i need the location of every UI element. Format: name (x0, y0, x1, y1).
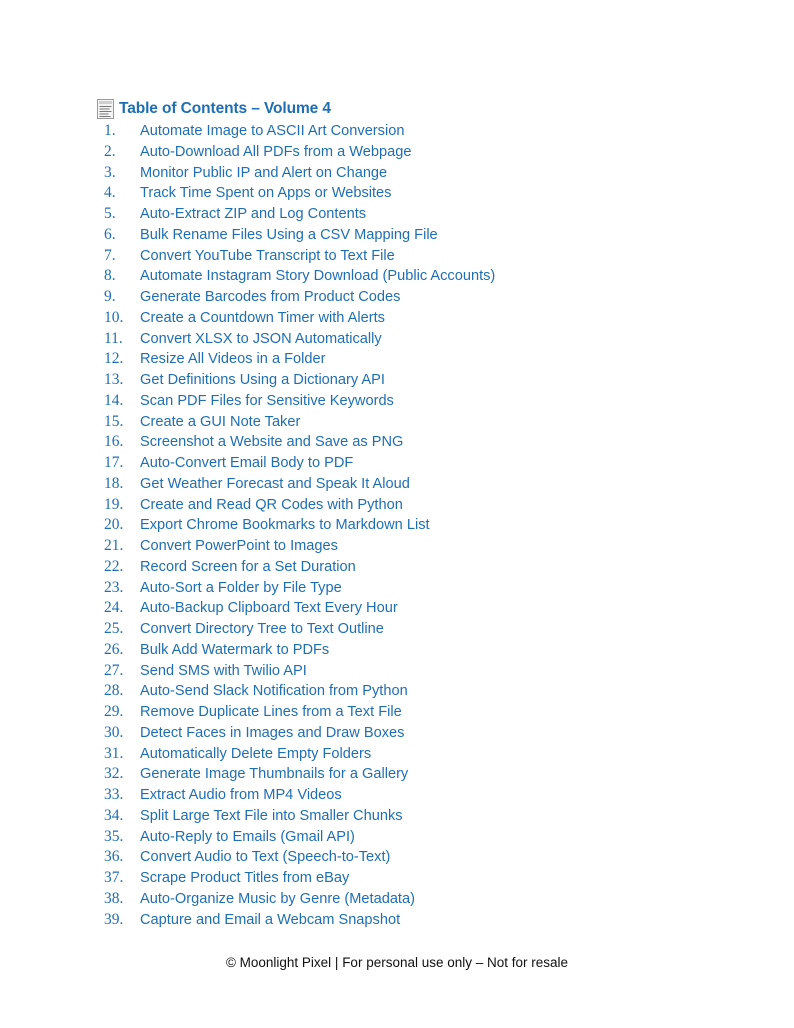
toc-item-number: 37. (104, 869, 124, 886)
toc-item[interactable] (104, 474, 495, 495)
toc-item[interactable] (104, 910, 495, 931)
toc-item-link[interactable]: Generate Barcodes from Product Codes (140, 289, 401, 305)
toc-item-link[interactable]: Get Definitions Using a Dictionary API (140, 372, 385, 388)
toc-item[interactable] (104, 432, 495, 453)
toc-item[interactable] (104, 391, 495, 412)
toc-item-number: 27. (104, 661, 124, 679)
toc-item-link[interactable]: Split Large Text File into Smaller Chunks (140, 807, 403, 824)
toc-item-link[interactable]: Convert XLSX to JSON Automatically (140, 330, 382, 347)
toc-item-number: 9. (104, 288, 116, 305)
toc-item-number: 36. (104, 848, 124, 866)
toc-item-number: 8. (104, 267, 116, 285)
toc-item[interactable] (104, 370, 495, 391)
toc-item-number: 14. (104, 391, 124, 409)
toc-item-link[interactable]: Convert PowerPoint to Images (140, 538, 338, 554)
toc-item-number: 5. (104, 205, 116, 222)
toc-item-link[interactable]: Auto-Extract ZIP and Log Contents (140, 206, 367, 222)
toc-item-link[interactable]: Auto-Reply to Emails (Gmail API) (140, 828, 355, 845)
toc-item-link[interactable]: Track Time Spent on Apps or Websites (140, 185, 392, 202)
toc-item-number: 2. (104, 142, 116, 160)
toc-item-number: 15. (104, 412, 124, 430)
toc-item[interactable] (104, 225, 495, 246)
page-title: Table of Contents – Volume 4 (119, 100, 331, 117)
toc-item-number: 30. (104, 723, 124, 741)
toc-item-number: 26. (104, 640, 124, 658)
toc-item-number: 10. (104, 308, 124, 326)
toc-item[interactable] (104, 163, 495, 184)
toc-item-number: 17. (104, 454, 124, 471)
toc-item-number: 39. (104, 910, 124, 928)
toc-item-number: 24. (104, 599, 124, 617)
toc-item-link[interactable]: Send SMS with Twilio API (140, 662, 307, 679)
toc-item-link[interactable]: Resize All Videos in a Folder (140, 351, 326, 368)
toc-item[interactable] (104, 266, 495, 287)
toc-item-link[interactable]: Scrape Product Titles from eBay (140, 870, 350, 886)
toc-item-link[interactable]: Export Chrome Bookmarks to Markdown List (140, 517, 430, 534)
toc-item-number: 23. (104, 578, 124, 596)
toc-item-link[interactable]: Auto-Download All PDFs from a Webpage (140, 143, 412, 160)
toc-item[interactable] (104, 142, 495, 163)
toc-item-number: 1. (104, 122, 116, 139)
toc-item[interactable] (104, 681, 495, 702)
toc-item-number: 12. (104, 350, 124, 368)
toc-item[interactable] (104, 246, 495, 267)
toc-item[interactable] (104, 723, 495, 744)
toc-item-number: 31. (104, 744, 124, 762)
toc-item[interactable] (104, 329, 495, 350)
document-icon (97, 99, 114, 119)
toc-item[interactable] (104, 536, 495, 557)
toc-item-link[interactable]: Create a GUI Note Taker (140, 413, 301, 430)
toc-item[interactable] (104, 619, 495, 640)
toc-item-link[interactable]: Auto-Backup Clipboard Text Every Hour (140, 600, 398, 617)
toc-item-number: 16. (104, 433, 124, 451)
toc-item-number: 7. (104, 246, 116, 264)
toc-item-link[interactable]: Automate Instagram Story Download (Public Accounts) (140, 268, 496, 285)
toc-item[interactable] (104, 640, 495, 661)
toc-item-link[interactable]: Bulk Rename Files Using a CSV Mapping File (140, 226, 438, 243)
toc-item[interactable] (104, 287, 495, 308)
toc-item-number: 20. (104, 516, 124, 534)
toc-item-number: 21. (104, 537, 124, 554)
toc-item-number: 32. (104, 765, 124, 783)
toc-list (104, 121, 495, 930)
toc-item[interactable] (104, 183, 495, 204)
toc-item-link[interactable]: Create a Countdown Timer with Alerts (140, 309, 385, 326)
toc-item-link[interactable]: Auto-Organize Music by Genre (Metadata) (140, 890, 415, 907)
toc-item-number: 38. (104, 889, 124, 907)
toc-item[interactable] (104, 204, 495, 225)
toc-item-link[interactable]: Automatically Delete Empty Folders (140, 745, 372, 762)
toc-item-number: 4. (104, 184, 116, 202)
toc-item-number: 25. (104, 620, 124, 637)
toc-item-link[interactable]: Remove Duplicate Lines from a Text File (140, 704, 402, 720)
toc-item-link[interactable]: Auto-Convert Email Body to PDF (140, 455, 354, 471)
toc-item-link[interactable]: Convert Audio to Text (Speech-to-Text) (140, 849, 391, 866)
toc-item-link[interactable]: Bulk Add Watermark to PDFs (140, 641, 330, 658)
toc-item-number: 18. (104, 474, 124, 492)
toc-item[interactable] (104, 349, 495, 370)
toc-item-number: 35. (104, 827, 124, 845)
toc-item-link[interactable]: Detect Faces in Images and Draw Boxes (140, 724, 405, 741)
toc-item-link[interactable]: Monitor Public IP and Alert on Change (140, 164, 388, 181)
toc-item[interactable] (104, 764, 495, 785)
toc-item-number: 19. (104, 495, 124, 513)
toc-heading (97, 97, 331, 121)
toc-item-link[interactable]: Get Weather Forecast and Speak It Aloud (140, 475, 410, 492)
toc-item[interactable] (104, 889, 495, 910)
toc-item[interactable] (104, 515, 495, 536)
toc-item-link[interactable]: Record Screen for a Set Duration (140, 558, 356, 575)
toc-item[interactable] (104, 308, 495, 329)
toc-item-number: 29. (104, 703, 124, 720)
toc-item-link[interactable]: Convert YouTube Transcript to Text File (140, 247, 395, 264)
toc-item[interactable] (104, 702, 495, 723)
toc-item-link[interactable]: Scan PDF Files for Sensitive Keywords (140, 392, 394, 409)
toc-item-number: 6. (104, 225, 116, 243)
toc-item-link[interactable]: Auto-Send Slack Notification from Python (140, 683, 408, 700)
toc-item-number: 34. (104, 806, 124, 824)
toc-item[interactable] (104, 868, 495, 889)
toc-item[interactable] (104, 578, 495, 599)
toc-item-link[interactable]: Auto-Sort a Folder by File Type (140, 579, 342, 596)
toc-item-link[interactable]: Automate Image to ASCII Art Conversion (140, 123, 405, 139)
toc-item-link[interactable]: Create and Read QR Codes with Python (140, 496, 403, 513)
toc-item-link[interactable]: Generate Image Thumbnails for a Gallery (140, 766, 409, 783)
toc-item-link[interactable]: Capture and Email a Webcam Snapshot (140, 911, 401, 928)
toc-item-link[interactable]: Convert Directory Tree to Text Outline (140, 621, 384, 637)
toc-item-number: 22. (104, 557, 124, 575)
toc-item-link[interactable]: Extract Audio from MP4 Videos (140, 787, 342, 803)
toc-item-link[interactable]: Screenshot a Website and Save as PNG (140, 434, 404, 451)
footer-copyright: © Moonlight Pixel | For personal use only – Not for resale (225, 955, 569, 970)
toc-item[interactable] (104, 847, 495, 868)
toc-item[interactable] (104, 557, 495, 578)
toc-item-number: 28. (104, 682, 124, 700)
toc-item[interactable] (104, 744, 495, 765)
toc-item[interactable] (104, 806, 495, 827)
toc-item-number: 33. (104, 786, 124, 803)
toc-item-number: 3. (104, 163, 116, 181)
toc-item[interactable] (104, 121, 495, 142)
toc-item[interactable] (104, 661, 495, 682)
toc-item[interactable] (104, 598, 495, 619)
toc-item[interactable] (104, 453, 495, 474)
toc-item[interactable] (104, 412, 495, 433)
toc-item[interactable] (104, 827, 495, 848)
toc-item-number: 13. (104, 371, 124, 388)
toc-item[interactable] (104, 495, 495, 516)
toc-item-number: 11. (104, 329, 123, 347)
toc-item[interactable] (104, 785, 495, 806)
